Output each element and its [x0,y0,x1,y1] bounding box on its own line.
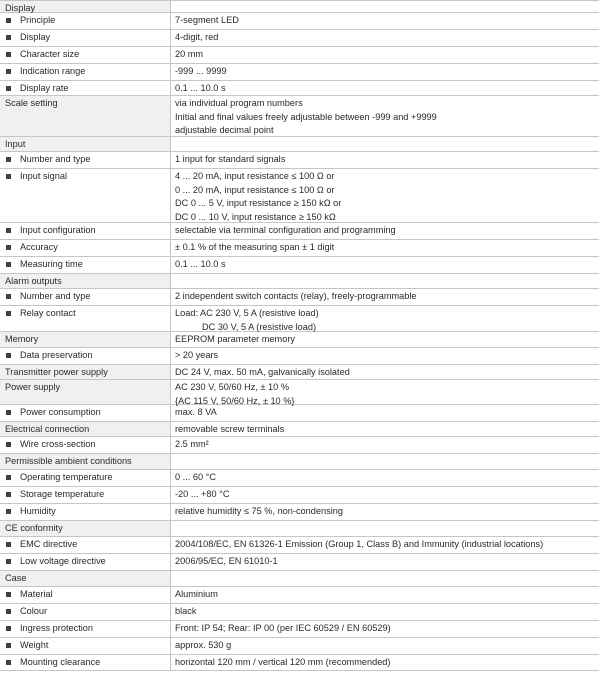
spec-value: 1 input for standard signals [175,154,286,164]
spec-value: selectable via terminal configuration and programming [175,225,396,235]
spec-label: Input configuration [20,225,96,235]
section-header-row [0,380,599,405]
spec-row [0,240,599,257]
spec-label: Principle [20,15,56,25]
square-bullet-icon [6,559,11,564]
spec-label-cell [0,655,171,670]
spec-value-cell [171,454,599,469]
spec-value-cell [171,554,599,570]
spec-row [0,655,599,671]
square-bullet-icon [6,86,11,91]
spec-label-cell [0,96,171,136]
spec-row [0,587,599,604]
spec-value-cell [171,504,599,520]
spec-label-cell [0,348,171,364]
square-bullet-icon [6,643,11,648]
spec-row [0,437,599,454]
square-bullet-icon [6,410,11,415]
spec-value-cell [171,380,599,404]
square-bullet-icon [6,52,11,57]
square-bullet-icon [6,353,11,358]
spec-value: Initial and final values freely adjustable between -999 and +9999 [175,111,437,122]
spec-value: Load: AC 230 V, 5 A (resistive load) [175,308,319,318]
spec-value-cell [171,13,599,29]
spec-row [0,405,599,422]
square-bullet-icon [6,442,11,447]
spec-label-cell [0,621,171,637]
spec-label-cell [0,537,171,553]
square-bullet-icon [6,18,11,23]
spec-label: Display [5,3,36,13]
spec-label: CE conformity [5,523,63,533]
spec-label-cell [0,169,171,222]
square-bullet-icon [6,228,11,233]
spec-value: via individual program numbers [175,98,303,108]
spec-label: Input [5,139,26,149]
spec-value: 4 ... 20 mA, input resistance ≤ 100 Ω or [175,171,335,181]
spec-row [0,289,599,306]
square-bullet-icon [6,509,11,514]
spec-label-cell [0,81,171,95]
section-header-row [0,332,599,348]
spec-label: Power supply [5,382,61,392]
spec-value: > 20 years [175,350,219,360]
spec-value-cell [171,47,599,63]
spec-value: 0.1 ... 10.0 s [175,259,226,269]
spec-label: Measuring time [20,259,83,269]
spec-value: AC 230 V, 50/60 Hz, ± 10 % [175,382,289,392]
spec-label: Operating temperature [20,472,113,482]
spec-label: Low voltage directive [20,556,106,566]
spec-value: Front: IP 54; Rear: IP 00 (per IEC 60529 / EN 60529) [175,623,391,633]
spec-row [0,621,599,638]
square-bullet-icon [6,592,11,597]
spec-label-cell [0,554,171,570]
spec-value: approx. 530 g [175,640,232,650]
spec-value: 4-digit, red [175,32,219,42]
spec-value: DC 0 ... 10 V, input resistance ≥ 150 kΩ [175,211,336,222]
spec-value-cell [171,1,599,12]
spec-label-cell [0,470,171,486]
spec-value-cell [171,81,599,95]
spec-label: Number and type [20,291,91,301]
spec-label: Accuracy [20,242,58,252]
spec-value-cell [171,365,599,379]
spec-label: Colour [20,606,48,616]
spec-label: Electrical connection [5,424,90,434]
spec-label: Indication range [20,66,86,76]
spec-row [0,30,599,47]
spec-label-cell [0,454,171,469]
spec-value-cell [171,257,599,273]
square-bullet-icon [6,542,11,547]
spec-value-cell [171,169,599,222]
spec-label: Permissible ambient conditions [5,456,132,466]
spec-value-cell [171,223,599,239]
spec-label: Humidity [20,506,56,516]
spec-value: Aluminium [175,589,218,599]
spec-row [0,47,599,64]
spec-label: Number and type [20,154,91,164]
spec-value-cell [171,521,599,536]
spec-label: Memory [5,334,39,344]
spec-value-cell [171,96,599,136]
spec-value: black [175,606,197,616]
spec-label-cell [0,306,171,331]
spec-row [0,169,599,223]
spec-value: 2 independent switch contacts (relay), freely-programmable [175,291,417,301]
spec-row [0,638,599,655]
spec-row [0,487,599,504]
spec-label-cell [0,487,171,503]
spec-label-cell [0,422,171,436]
spec-value-cell [171,621,599,637]
spec-value: horizontal 120 mm / vertical 120 mm (recommended) [175,657,391,667]
spec-value: DC 24 V, max. 50 mA, galvanically isolated [175,367,350,377]
spec-label-cell [0,152,171,168]
spec-value: -20 ... +80 °C [175,489,230,499]
spec-value: 0 ... 60 °C [175,472,216,482]
spec-label: Input signal [20,171,67,181]
spec-label: Ingress protection [20,623,94,633]
spec-row [0,470,599,487]
spec-label-cell [0,1,171,12]
square-bullet-icon [6,492,11,497]
spec-value: max. 8 VA [175,407,217,417]
spec-row [0,152,599,169]
spec-value-cell [171,306,599,331]
section-header-row [0,274,599,289]
spec-row [0,257,599,274]
spec-label: Data preservation [20,350,93,360]
spec-label: Alarm outputs [5,276,62,286]
spec-value: 7-segment LED [175,15,239,25]
spec-label-cell [0,240,171,256]
square-bullet-icon [6,294,11,299]
square-bullet-icon [6,157,11,162]
spec-label: Case [5,573,27,583]
spec-label-cell [0,332,171,347]
section-header-row [0,96,599,137]
spec-value: DC 30 V, 5 A (resistive load) [202,321,317,332]
spec-value: 2.5 mm² [175,439,209,449]
spec-value-cell [171,638,599,654]
spec-label: Weight [20,640,49,650]
spec-label: Mounting clearance [20,657,101,667]
spec-label-cell [0,274,171,288]
spec-value-cell [171,152,599,168]
spec-label-cell [0,571,171,586]
spec-value: adjustable decimal point [175,125,274,135]
spec-value-cell [171,470,599,486]
spec-value: {AC 115 V, 50/60 Hz, ± 10 %} [175,395,295,406]
square-bullet-icon [6,609,11,614]
section-header-row [0,422,599,437]
spec-value-cell [171,274,599,288]
spec-label: Material [20,589,53,599]
spec-row [0,81,599,96]
section-header-row [0,137,599,152]
spec-value-cell [171,604,599,620]
spec-label: Transmitter power supply [5,367,108,377]
spec-value-cell [171,30,599,46]
spec-value-cell [171,405,599,421]
spec-label: EMC directive [20,539,78,549]
spec-row [0,64,599,81]
spec-row [0,504,599,521]
spec-value: 0 ... 20 mA, input resistance ≤ 100 Ω or [175,184,335,195]
spec-value-cell [171,289,599,305]
section-header-row [0,365,599,380]
spec-row [0,223,599,240]
spec-label-cell [0,223,171,239]
square-bullet-icon [6,660,11,665]
square-bullet-icon [6,262,11,267]
spec-label: Power consumption [20,407,101,417]
spec-row [0,306,599,332]
spec-value-cell [171,422,599,436]
square-bullet-icon [6,69,11,74]
spec-label-cell [0,365,171,379]
spec-value-cell [171,64,599,80]
square-bullet-icon [6,626,11,631]
spec-label: Wire cross-section [20,439,96,449]
spec-label: Relay contact [20,308,76,318]
spec-value-cell [171,587,599,603]
spec-value: removable screw terminals [175,424,285,434]
section-header-row [0,454,599,470]
spec-label-cell [0,30,171,46]
section-header-row [0,0,599,13]
spec-label-cell [0,257,171,273]
spec-row [0,604,599,621]
spec-label-cell [0,289,171,305]
spec-row [0,537,599,554]
spec-label: Display rate [20,83,69,93]
square-bullet-icon [6,245,11,250]
spec-row [0,554,599,571]
spec-value-cell [171,348,599,364]
spec-value-cell [171,571,599,586]
spec-value-cell [171,487,599,503]
spec-value: ± 0.1 % of the measuring span ± 1 digit [175,242,335,252]
spec-value: 0.1 ... 10.0 s [175,83,226,93]
spec-label-cell [0,521,171,536]
spec-label: Character size [20,49,80,59]
spec-value-cell [171,537,599,553]
section-header-row [0,521,599,537]
spec-label-cell [0,504,171,520]
spec-label: Display [20,32,51,42]
spec-value-cell [171,655,599,670]
spec-label-cell [0,405,171,421]
spec-value: 2004/108/EC, EN 61326-1 Emission (Group 1, Class B) and Immunity (industrial locations) [175,539,544,549]
spec-label-cell [0,587,171,603]
spec-label-cell [0,137,171,151]
spec-label-cell [0,47,171,63]
spec-label: Scale setting [5,98,58,108]
spec-row [0,348,599,365]
spec-value-cell [171,332,599,347]
spec-label-cell [0,64,171,80]
spec-label-cell [0,638,171,654]
spec-label-cell [0,380,171,404]
spec-label-cell [0,604,171,620]
spec-value: -999 ... 9999 [175,66,227,76]
spec-label-cell [0,437,171,453]
spec-label-cell [0,13,171,29]
spec-value: EEPROM parameter memory [175,334,295,344]
spec-row [0,13,599,30]
spec-value-cell [171,137,599,151]
section-header-row [0,571,599,587]
spec-value: relative humidity ≤ 75 %, non-condensing [175,506,343,516]
square-bullet-icon [6,35,11,40]
spec-value: 20 mm [175,49,204,59]
spec-value-cell [171,437,599,453]
spec-label: Storage temperature [20,489,105,499]
spec-value: 2006/95/EC, EN 61010-1 [175,556,278,566]
square-bullet-icon [6,174,11,179]
square-bullet-icon [6,311,11,316]
spec-value-cell [171,240,599,256]
square-bullet-icon [6,475,11,480]
spec-value: DC 0 ... 5 V, input resistance ≥ 150 kΩ or [175,198,342,208]
